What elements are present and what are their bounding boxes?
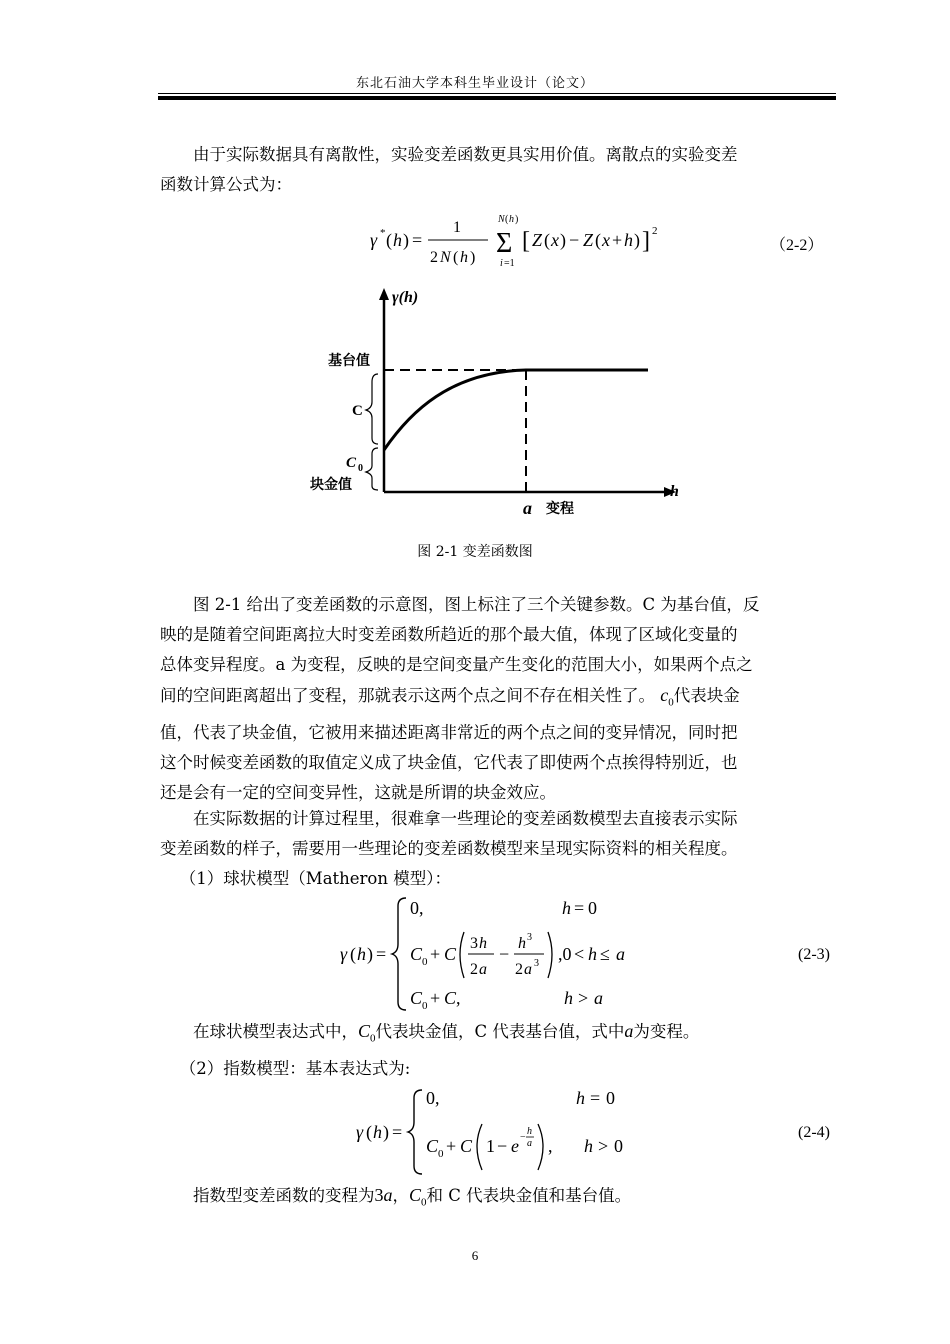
svg-text:h: h	[393, 230, 402, 250]
svg-text:a: a	[479, 961, 487, 978]
svg-text:[: [	[522, 228, 530, 254]
svg-text:3: 3	[534, 958, 539, 969]
p1-line-4-tail: 代表块金	[673, 686, 740, 705]
svg-text:h: h	[584, 1136, 593, 1156]
svg-text:(: (	[366, 1122, 372, 1142]
svg-text:): )	[470, 249, 476, 266]
svg-text:C: C	[444, 988, 457, 1008]
svg-text:h: h	[460, 249, 468, 266]
svg-text:=1: =1	[504, 258, 515, 269]
svg-text:C: C	[460, 1136, 473, 1156]
svg-text:0: 0	[422, 1000, 428, 1012]
c0-brace	[366, 448, 378, 490]
svg-text:−: −	[520, 1132, 526, 1143]
c0-subscript: 0	[358, 463, 363, 474]
equation-2-2-formula	[370, 210, 690, 270]
svg-text:(: (	[595, 230, 601, 250]
svg-text:Σ: Σ	[496, 228, 513, 259]
variogram-diagram	[300, 282, 700, 522]
svg-text:0: 0	[422, 956, 428, 968]
svg-text:): )	[634, 230, 640, 250]
exponential-desc-b: 和 C 代表块金值和基台值。	[426, 1186, 632, 1205]
svg-text:a: a	[527, 1138, 532, 1149]
equation-2-3-formula	[340, 892, 650, 1018]
svg-text:γ: γ	[370, 230, 378, 250]
svg-text:h: h	[624, 230, 633, 250]
svg-text:(: (	[350, 944, 356, 964]
equation-2-3	[340, 892, 650, 1018]
svg-text:−: −	[499, 944, 510, 964]
equation-2-4	[356, 1084, 646, 1176]
range-text: 变程	[546, 501, 574, 517]
range-3a-symbol: 3a	[374, 1185, 393, 1205]
equation-2-2	[370, 210, 690, 270]
p1-line-1: 图 2-1 给出了变差函数的示意图，图上标注了三个关键参数。C 为基台值，反	[193, 595, 760, 614]
svg-text:e: e	[511, 1136, 519, 1156]
svg-text:3: 3	[470, 935, 478, 952]
svg-text:−: −	[569, 230, 580, 250]
svg-text:C: C	[444, 944, 457, 964]
paragraph-figure-explanation	[160, 590, 836, 808]
intro-paragraph	[160, 140, 836, 200]
svg-text:): )	[515, 214, 519, 225]
svg-text:<: <	[574, 944, 585, 964]
svg-text:γ: γ	[356, 1122, 364, 1142]
svg-text:(: (	[386, 230, 392, 250]
svg-text:x: x	[551, 230, 559, 250]
equation-2-4-formula	[356, 1084, 646, 1176]
svg-text:γ: γ	[340, 944, 348, 964]
spherical-desc-b: 代表块金值，C 代表基台值，式中	[375, 1022, 625, 1041]
exponential-description	[160, 1180, 836, 1218]
y-axis-arrow	[379, 288, 389, 300]
svg-text:2: 2	[430, 249, 438, 266]
svg-text:x: x	[602, 230, 610, 250]
variogram-curve	[384, 370, 648, 450]
svg-text:+: +	[430, 988, 441, 1008]
x-axis-label: h	[670, 483, 679, 500]
svg-text:,0: ,0	[558, 944, 572, 964]
header-rule-thin	[158, 93, 836, 94]
header-rule-thick	[158, 96, 836, 100]
svg-text:h: h	[564, 988, 573, 1008]
p1-line-4	[160, 680, 836, 718]
svg-text:): )	[367, 944, 373, 964]
range-label: a	[523, 498, 532, 518]
c0-symbol: $C_0$	[358, 1021, 376, 1045]
spherical-title: （1）球状模型（Matheron 模型）：	[179, 869, 451, 888]
svg-text:−: −	[497, 1136, 508, 1156]
svg-text:+: +	[430, 944, 441, 964]
p1-line-6: 这个时候变差函数的取值定义成了块金值，它代表了即使两个点挨得特别近，也	[160, 752, 738, 772]
spherical-desc-a: 在球状模型表达式中，	[193, 1022, 358, 1041]
svg-text:Z: Z	[532, 230, 543, 250]
svg-text:h: h	[509, 214, 514, 225]
intro-line-2: 函数计算公式为：	[160, 175, 292, 194]
svg-text:): )	[403, 230, 409, 250]
svg-text:=: =	[590, 1088, 601, 1108]
svg-text:C: C	[410, 988, 423, 1008]
intro-line-1: 由于实际数据具有离散性，实验变差函数更具实用价值。离散点的实验变差	[193, 145, 738, 164]
svg-text:0: 0	[438, 1148, 444, 1160]
p2-line-2: 变差函数的样子，需要用一些理论的变差函数模型来呈现实际资料的相关程度。	[160, 839, 738, 858]
svg-text:=: =	[376, 944, 387, 964]
spherical-desc-c: 为变程。	[633, 1022, 700, 1041]
svg-text:(: (	[544, 230, 550, 250]
p1-line-3: 总体变异程度。a 为变程，反映的是空间变量产生变化的范围大小，如果两个点之	[160, 655, 753, 674]
nugget-label: 块金值	[310, 477, 352, 493]
svg-text:h: h	[562, 898, 571, 918]
svg-text:N: N	[440, 249, 451, 266]
svg-text:1: 1	[486, 1136, 495, 1156]
svg-text:a: a	[616, 944, 625, 964]
svg-text:C: C	[410, 944, 423, 964]
svg-text:0: 0	[614, 1136, 623, 1156]
svg-text:3: 3	[527, 932, 532, 943]
svg-text:,: ,	[456, 988, 461, 1008]
svg-text:): )	[383, 1122, 389, 1142]
svg-text:>: >	[578, 988, 589, 1008]
p1-line-5: 值，代表了块金值，它被用来描述距离非常近的两个点之间的变异情况，同时把	[160, 722, 738, 742]
equation-2-2-number: （2-2）	[770, 237, 824, 254]
c0-label: C	[346, 455, 357, 471]
c0-inline: $c_0$	[660, 685, 674, 709]
p1-line-2: 映的是随着空间距离拉大时变差函数所趋近的那个最大值，体现了区域化变量的	[160, 625, 738, 644]
paragraph-models-intro	[160, 804, 836, 894]
svg-text:0: 0	[606, 1088, 615, 1108]
exponential-desc-a: 指数型变差函数的变程为	[193, 1186, 375, 1205]
c-brace	[366, 374, 378, 444]
svg-text:i: i	[500, 258, 503, 269]
svg-text:(: (	[505, 214, 509, 225]
svg-text:2: 2	[515, 961, 523, 978]
svg-text:C: C	[426, 1136, 439, 1156]
svg-text:h: h	[357, 944, 366, 964]
running-header: 东北石油大学本科生毕业设计（论文）	[355, 76, 594, 91]
svg-text:h: h	[588, 944, 597, 964]
y-axis-label: γ(h)	[392, 289, 419, 306]
svg-text:h: h	[479, 935, 487, 952]
svg-text:a: a	[524, 961, 532, 978]
p1-line-4-text: 间的空间距离超出了变程，那就表示这两个点之间不存在相关性了。	[160, 686, 655, 705]
svg-text:(: (	[453, 249, 459, 266]
equation-2-3-number: (2-3)	[798, 946, 830, 963]
svg-text:h: h	[518, 935, 526, 952]
spherical-description	[160, 1016, 836, 1084]
c0-symbol-2: $C_0$	[409, 1185, 427, 1209]
p1-line-7: 还是会有一定的空间变异性，这就是所谓的块金效应。	[160, 782, 556, 802]
svg-text:+: +	[612, 230, 623, 250]
svg-text:]: ]	[642, 228, 650, 254]
svg-text:Z: Z	[583, 230, 594, 250]
exponential-title: （2）指数模型：基本表达式为:	[179, 1058, 411, 1078]
svg-text:0,: 0,	[410, 898, 424, 918]
equation-2-4-number: (2-4)	[798, 1124, 830, 1141]
c-label: C	[352, 403, 363, 419]
svg-text:,: ,	[548, 1136, 553, 1156]
svg-text:=: =	[392, 1122, 403, 1142]
svg-text:): )	[560, 230, 566, 250]
svg-text:2: 2	[652, 225, 658, 237]
svg-text:≤: ≤	[600, 944, 610, 964]
svg-text:h: h	[527, 1126, 532, 1137]
exponential-desc-line: 指数型变差函数的变程为3a，$C_0$和 C 代表块金值和基台值。	[193, 1185, 632, 1209]
svg-text:0,: 0,	[426, 1088, 440, 1108]
sill-label: 基台值	[328, 353, 370, 369]
svg-text:1: 1	[453, 219, 461, 236]
svg-text:=: =	[412, 230, 423, 250]
svg-text:a: a	[594, 988, 603, 1008]
svg-text:+: +	[446, 1136, 457, 1156]
spherical-desc-line	[160, 1016, 836, 1054]
svg-text:N: N	[498, 214, 505, 225]
svg-text:>: >	[598, 1136, 609, 1156]
svg-text:h: h	[576, 1088, 585, 1108]
figure-caption: 图 2-1 变差函数图	[417, 544, 533, 560]
svg-text:=: =	[574, 898, 585, 918]
p2-line-1: 在实际数据的计算过程里，很难拿一些理论的变差函数模型去直接表示实际	[193, 809, 738, 828]
svg-text:h: h	[373, 1122, 382, 1142]
page-number: 6	[471, 1248, 479, 1263]
svg-text:0: 0	[588, 898, 597, 918]
a-symbol: a	[624, 1021, 634, 1041]
svg-text:2: 2	[470, 961, 478, 978]
svg-text:*: *	[380, 227, 386, 239]
variogram-figure	[300, 282, 700, 522]
